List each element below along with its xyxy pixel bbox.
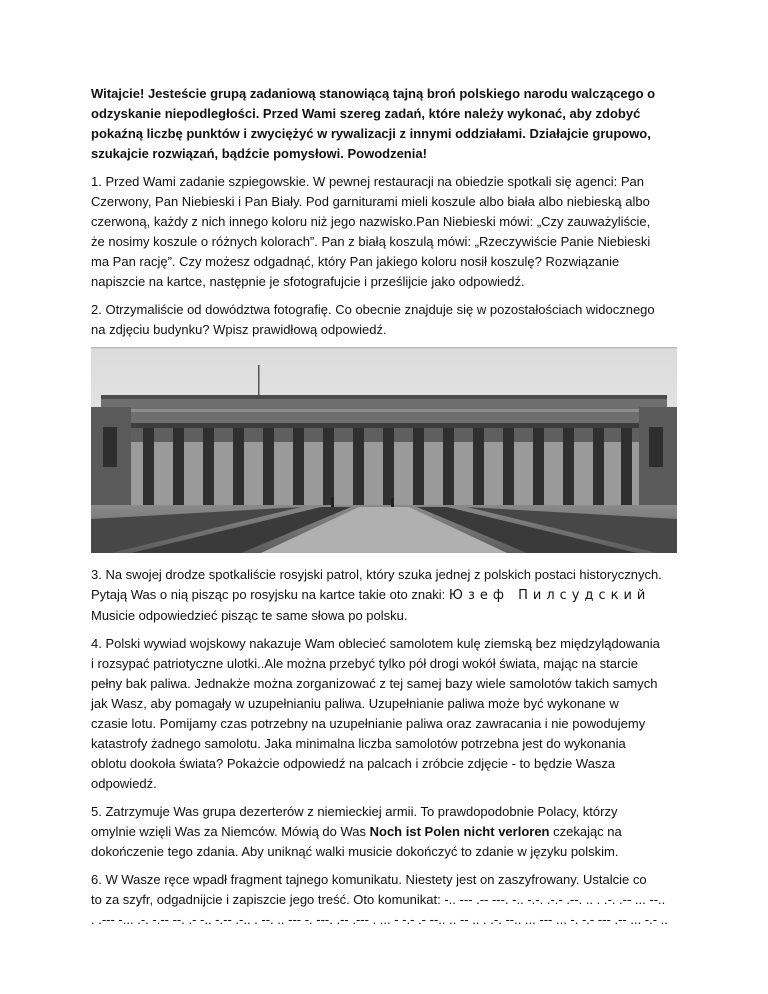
intro-line: pokaźną liczbę punktów i zwyciężyć w rywalizacji z innymi oddziałami. Działajcie grupowo, [91,126,651,141]
task-3 [91,565,691,626]
task-1-line: napiszcie na kartce, następnie je sfotografujcie i prześlijcie jako odpowiedź. [91,274,525,289]
intro-line: Witajcie! Jesteście grupą zadaniową stanowiącą tajną broń polskiego narodu walczącego o [91,86,656,101]
task-3-line: 3. Na swojej drodze spotkaliście rosyjski patrol, który szuka jednej z polskich postaci historycznych. [91,567,662,582]
task-1-line: ma Pan rację”. Czy możesz odgadnąć, który Pan jakiego koloru nosił koszulę? Rozwiązanie [91,254,620,269]
task-4-line: odpowiedź. [91,776,157,791]
task-1-line: czerwoną, każdy z nich innego koloru niż jego nazwisko.Pan Niebieski mówi: „Czy zauważyliście, [91,214,651,229]
task-4 [91,634,691,794]
german-phrase: Noch ist Polen nicht verloren [369,824,550,839]
task-5 [91,802,691,862]
intro-line: odzyskanie niepodległości. Przed Wami szereg zadań, które należy wykonać, aby zdobyć [91,106,641,121]
task-6-line: to za szyfr, odgadnijcie i zapiszcie jego treść. Oto komunikat: -.. --- .-- ---. -.. -.-. .-.- .--. .. . .-. .-- ... --.. [91,892,666,907]
task-5-line: 5. Zatrzymuje Was grupa dezerterów z niemieckiej armii. To prawdopodobnie Polacy, którzy [91,804,618,819]
task-2 [91,300,691,340]
task-4-line: jak Wasz, aby pomagały w uzupełnianiu paliwa. Uzupełnianie paliwa może być wykonane w [91,696,619,711]
task-4-line: czasie lotu. Pomijamy czas potrzebny na uzupełnianie paliwa oraz zawracania i nie powodujemy [91,716,646,731]
task-1-line: 1. Przed Wami zadanie szpiegowskie. W pewnej restauracji na obiedzie spotkali się agenci: Pan [91,174,645,189]
task-4-line: oblotu dookoła świata? Pokażcie odpowiedź na palcach i zróbcie zdjęcie - to będzie Wasza [91,756,616,771]
task-1 [91,172,691,292]
building-photo [91,347,677,553]
task-5-text: omylnie wzięli Was za Niemców. Mówią do Was [91,824,370,839]
task-3-line: Musicie odpowiedzieć pisząc te same słowa po polsku. [91,608,408,623]
task-4-line: i rozsypać patriotyczne ulotki..Ale można przebyć tylko pół drogi wokół świata, mając na starcie [91,656,638,671]
task-2-line: 2. Otrzymaliście od dowództwa fotografię. Co obecnie znajduje się w pozostałościach widocznego [91,302,655,317]
task-1-line: Czerwony, Pan Niebieski i Pan Biały. Pod garniturami mieli koszule albo biała albo niebieską albo [91,194,650,209]
task-1-line: że nosimy koszule o różnych kolorach”. Pan z białą koszulą mówi: „Rzeczywiście Panie Niebieski [91,234,651,249]
task-6 [91,870,691,930]
task-4-line: pełny bak paliwa. Jednakże można zorganizować z tej samej bazy wiele samolotów takich samych [91,676,658,691]
intro-paragraph [91,84,691,164]
intro-line: szukajcie rozwiązań, bądźcie pomysłowi. Powodzenia! [91,146,427,161]
task-3-line [91,585,691,606]
task-3-prompt: Pytają Was o nią pisząc po rosyjsku na kartce takie oto znaki: [91,587,449,602]
morse-code-line: . .--- -... .-. -.-- --. .- -.. -.-- .-.. . --. .. --- -. ---. .-- .--- . ... - -.- .- --.. .. -- .. . .-. --.. ... --- ... -. -.- --- .-- ... -.- .. [91,912,668,927]
task-6-line: 6. W Wasze ręce wpadł fragment tajnego komunikatu. Niestety jest on zaszyfrowany. Ustalcie co [91,872,647,887]
task-5-line: dokończenie tego zdania. Aby uniknąć walki musicie dokończyć to zdanie w języku polskim. [91,844,619,859]
cyrillic-name: Юзеф Пилсудский [448,588,651,603]
task-2-line: na zdjęciu budynku? Wpisz prawidłową odpowiedź. [91,322,387,337]
task-4-line: katastrofy żadnego samolotu. Jaka minimalna liczba samolotów potrzebna jest do wykonania [91,736,626,751]
task-5-line [91,822,691,842]
task-4-line: 4. Polski wywiad wojskowy nakazuje Wam oblecieć samolotem kulę ziemską bez międzylądowania [91,636,660,651]
task-5-text: czekając na [549,824,622,839]
